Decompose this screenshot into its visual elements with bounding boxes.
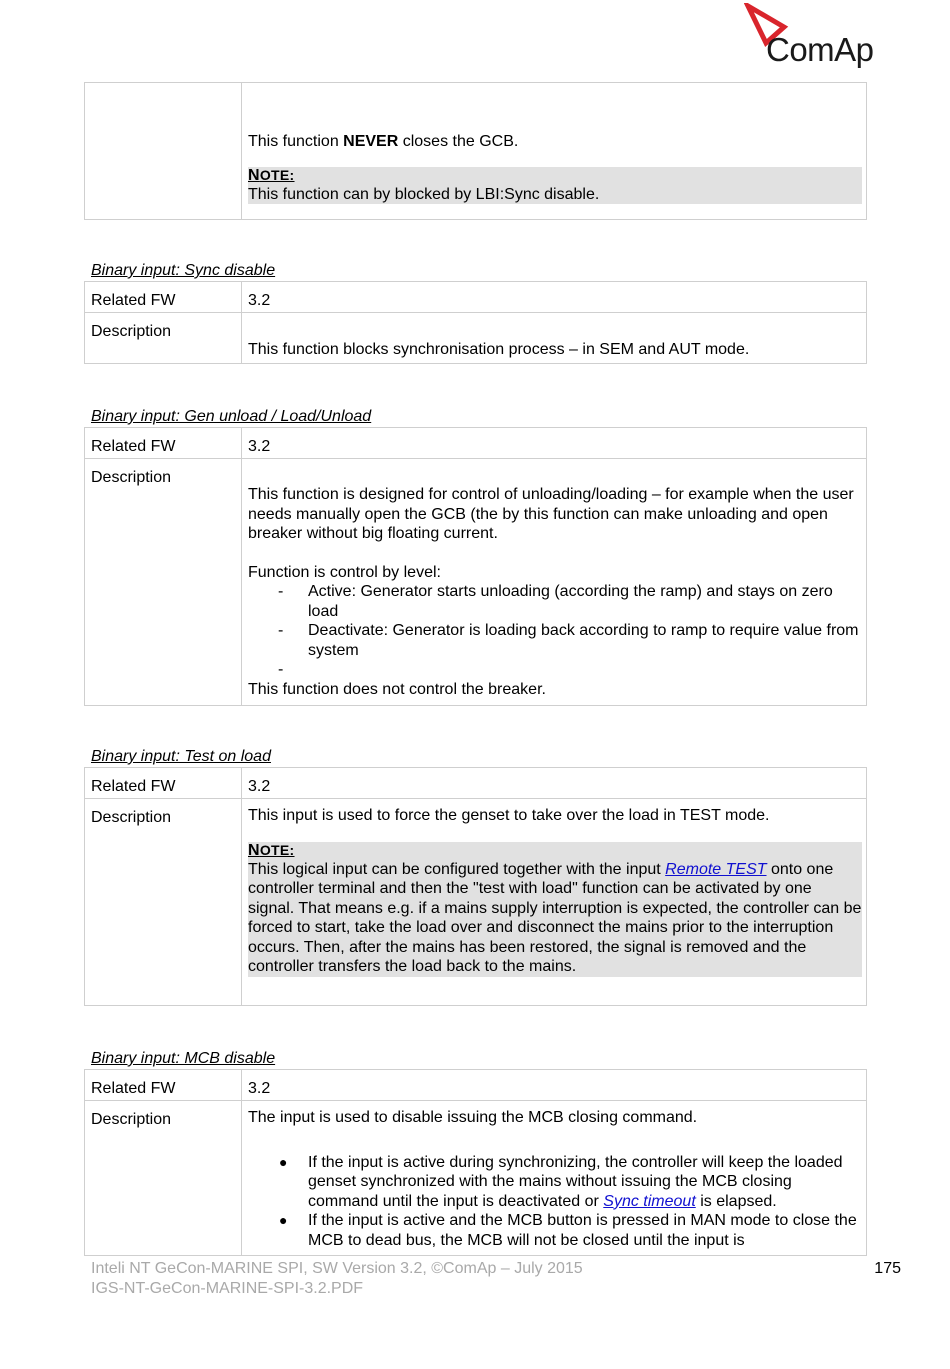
gcb-never-line: This function NEVER closes the GCB. <box>248 133 519 150</box>
remote-test-link[interactable]: Remote TEST <box>665 860 767 878</box>
list-item: - Active: Generator starts unloading (according the ramp) and stays on zero load <box>278 583 833 620</box>
logo-text: ComAp <box>766 31 874 68</box>
gen-unload-paragraph-2: Function is control by level: <box>248 563 441 581</box>
note-text: This function can by blocked by LBI:Sync disable. <box>248 185 600 203</box>
note-heading: NOTE: <box>248 166 295 184</box>
gen-unload-paragraph-3: This function does not control the breaker. <box>248 680 546 698</box>
page-number: 175 <box>874 1260 901 1277</box>
section-title-mcb-disable: Binary input: MCB disable <box>91 1050 276 1067</box>
note-text: This logical input can be configured together with the input Remote TEST onto one controller terminal and then the "test with load" function can be activated by one signal. That means e.g. if a mains supply interruption is expected, the controller can be forced to start, take the load over and disconnect the mains prior to the interruption occurs. Then, after the mains has been restored, the signal is removed and the controller transfers the load back to the mains. <box>248 860 862 975</box>
footer-version-line: Inteli NT GeCon-MARINE SPI, SW Version 3.2, ©ComAp – July 2015 <box>91 1260 583 1277</box>
gen-unload-table <box>84 427 867 706</box>
list-item: - Deactivate: Generator is loading back according to ramp to require value from system <box>278 622 859 659</box>
comap-logo <box>744 3 884 73</box>
test-on-load-desc: This input is used to force the genset to take over the load in TEST mode. <box>248 807 770 824</box>
description-label: Description <box>85 313 242 364</box>
list-item: - <box>278 661 284 678</box>
top-continuation-table <box>84 82 867 220</box>
description-value <box>242 799 867 1006</box>
description-value <box>242 313 867 364</box>
related-fw-value: 3.2 <box>242 1070 867 1101</box>
test-on-load-note-box <box>248 842 862 977</box>
related-fw-label: Related FW <box>85 1070 242 1101</box>
related-fw-value: 3.2 <box>242 282 867 313</box>
description-value <box>242 1101 867 1256</box>
top-empty-label-cell <box>85 83 242 220</box>
top-value-cell <box>242 83 867 220</box>
related-fw-label: Related FW <box>85 282 242 313</box>
mcb-disable-desc: The input is used to disable issuing the MCB closing command. <box>248 1109 698 1126</box>
related-fw-value: 3.2 <box>242 428 867 459</box>
never-bold: NEVER <box>343 133 399 150</box>
gen-unload-paragraph-1: This function is designed for control of unloading/loading – for example when the user needs manually open the GCB (the by this function can make unloading and open breaker without big floating current. <box>248 486 854 542</box>
note-heading: NOTE: <box>248 841 295 859</box>
list-item: ● If the input is active and the MCB button is pressed in MAN mode to close the MCB to dead bus, the MCB will not be closed until the input is <box>279 1212 857 1249</box>
section-title-sync-disable: Binary input: Sync disable <box>91 262 276 279</box>
sync-disable-desc: This function blocks synchronisation process – in SEM and AUT mode. <box>248 341 750 358</box>
description-label: Description <box>85 459 242 706</box>
sync-timeout-link[interactable]: Sync timeout <box>603 1192 696 1210</box>
page-footer <box>91 1259 583 1298</box>
mcb-disable-table <box>84 1069 867 1256</box>
footer-filename-line: IGS-NT-GeCon-MARINE-SPI-3.2.PDF <box>91 1279 364 1297</box>
description-label: Description <box>85 799 242 1006</box>
description-label: Description <box>85 1101 242 1256</box>
top-note-box <box>248 167 862 205</box>
test-on-load-table <box>84 767 867 1006</box>
related-fw-label: Related FW <box>85 428 242 459</box>
list-item: ● If the input is active during synchronizing, the controller will keep the loaded genset synchronized with the mains without issuing the MCB closing command until the input is deactivated or Sync timeout is elapsed. <box>279 1153 843 1210</box>
section-title-test-on-load: Binary input: Test on load <box>91 748 271 765</box>
related-fw-value: 3.2 <box>242 768 867 799</box>
related-fw-label: Related FW <box>85 768 242 799</box>
description-value <box>242 459 867 706</box>
section-title-gen-unload: Binary input: Gen unload / Load/Unload <box>91 408 372 425</box>
sync-disable-table <box>84 281 867 364</box>
